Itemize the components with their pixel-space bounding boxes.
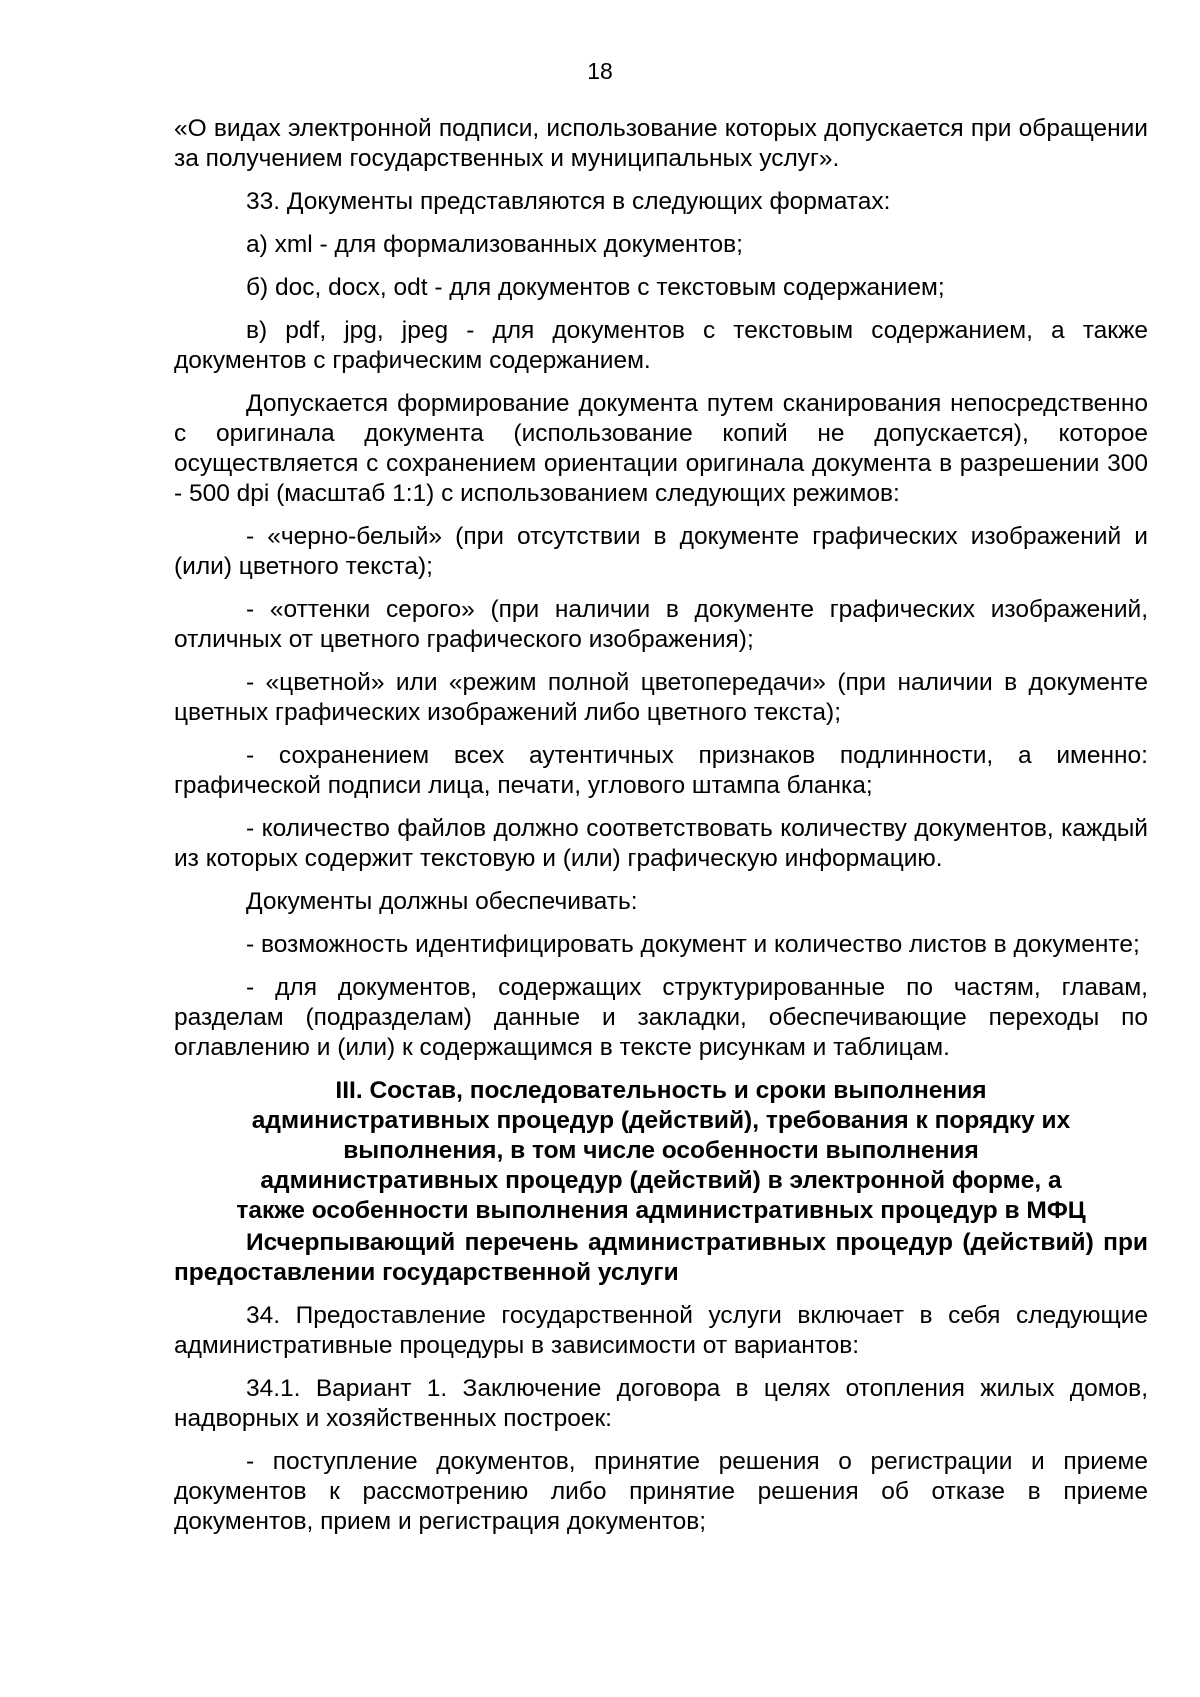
paragraph: 33. Документы представляются в следующих форматах: xyxy=(246,188,891,215)
paragraph: - «черно-белый» (при отсутствии в документе графических изображений и (или) цветного текста); xyxy=(174,523,1148,580)
paragraph: 34. Предоставление государственной услуги включает в себя следующие административные процедуры в зависимости от вариантов: xyxy=(174,1302,1148,1359)
subsection-heading: Исчерпывающий перечень административных процедур (действий) при предоставлении государственной услуги xyxy=(174,1229,1148,1286)
section-heading: III. Состав, последовательность и сроки выполнения административных процедур (действий), требования к порядку их выполнения, в том числе особенности выполнения административных процедур (действий) в электронной форме, а также особенности выполнения административных процедур в МФЦ xyxy=(236,1077,1086,1224)
paragraph: - «цветной» или «режим полной цветопередачи» (при наличии в документе цветных графических изображений либо цветного текста); xyxy=(174,669,1148,726)
paragraph: б) doc, docx, odt - для документов с текстовым содержанием; xyxy=(246,274,945,301)
paragraph: в) pdf, jpg, jpeg - для документов с текстовым содержанием, а также документов с графическим содержанием. xyxy=(174,317,1148,374)
paragraph: - количество файлов должно соответствовать количеству документов, каждый из которых содержит текстовую и (или) графическую информацию. xyxy=(174,815,1148,872)
paragraph: Документы должны обеспечивать: xyxy=(246,888,638,915)
paragraph: - «оттенки серого» (при наличии в документе графических изображений, отличных от цветного графического изображения); xyxy=(174,596,1148,653)
page-number: 18 xyxy=(587,58,613,84)
paragraph: - сохранением всех аутентичных признаков подлинности, а именно: графической подписи лица, печати, углового штампа бланка; xyxy=(174,742,1148,799)
paragraph: 34.1. Вариант 1. Заключение договора в целях отопления жилых домов, надворных и хозяйственных построек: xyxy=(174,1375,1148,1432)
paragraph: а) xml - для формализованных документов; xyxy=(246,231,743,258)
paragraph: - возможность идентифицировать документ и количество листов в документе; xyxy=(246,931,1140,958)
paragraph: - для документов, содержащих структурированные по частям, главам, разделам (подразделам) данные и закладки, обеспечивающие переходы по оглавлению и (или) к содержащимся в тексте рисункам и таблицам. xyxy=(174,974,1148,1061)
document-body xyxy=(174,114,1148,1550)
paragraph: «О видах электронной подписи, использование которых допускается при обращении за получением государственных и муниципальных услуг». xyxy=(174,115,1148,172)
paragraph: Допускается формирование документа путем сканирования непосредственно с оригинала документа (использование копий не допускается), которое осуществляется с сохранением ориентации оригинала документа в разрешении 300 - 500 dpi (масштаб 1:1) с использованием следующих режимов: xyxy=(174,390,1148,507)
paragraph: - поступление документов, принятие решения о регистрации и приеме документов к рассмотрению либо принятие решения об отказе в приеме документов, прием и регистрация документов; xyxy=(174,1448,1148,1535)
